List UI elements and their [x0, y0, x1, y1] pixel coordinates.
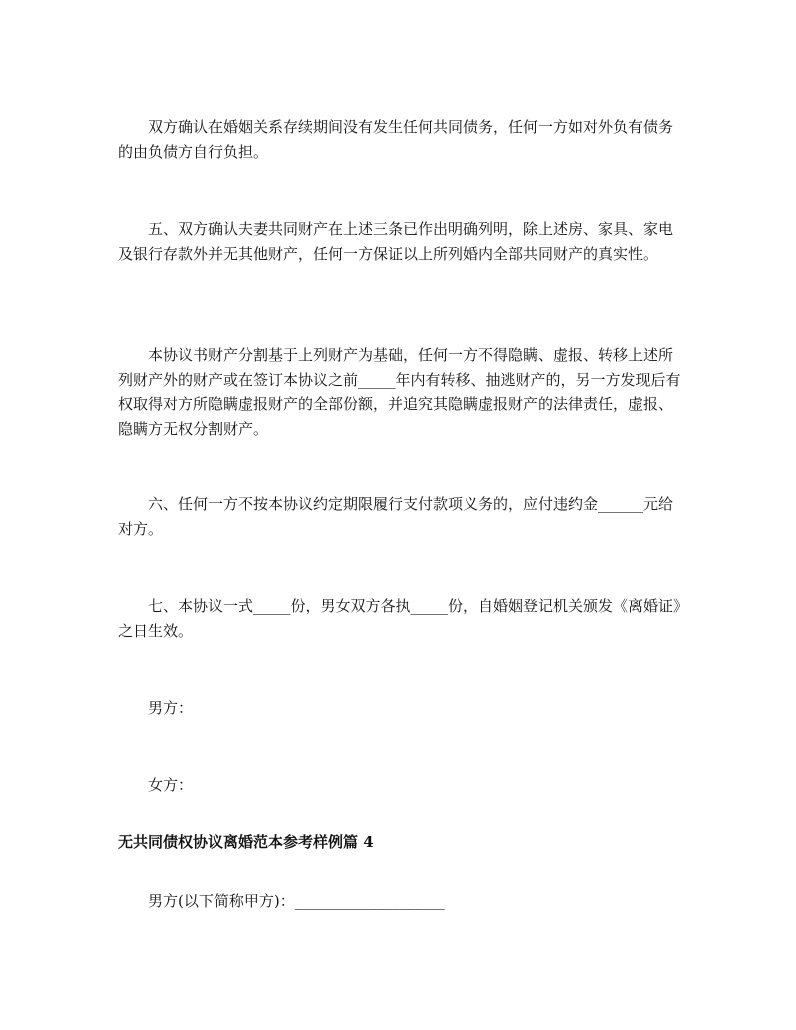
signature-female: 女方： — [148, 776, 194, 794]
paragraph-clause-5: 五、双方确认夫妻共同财产在上述三条已作出明确列明，除上述房、家具、家电及银行存款外并无其他财产，任何一方保证以上所列婚内全部共同财产的真实性。 — [118, 220, 674, 263]
paragraph-joint-debt: 双方确认在婚姻关系存续期间没有发生任何共同债务，任何一方如对外负有债务的由负债方自行负担。 — [118, 118, 674, 161]
party-a-line: 男方(以下简称甲方)：____________________ — [148, 892, 445, 910]
paragraph-clause-7: 七、本协议一式_____份，男女双方各执_____份，自婚姻登记机关颁发《离婚证》之日生效。 — [118, 597, 681, 640]
section-heading: 无共同债权协议离婚范本参考样例篇 4 — [118, 833, 374, 851]
paragraph-clause-6: 六、任何一方不按本协议约定期限履行支付款项义务的，应付违约金______元给对方。 — [118, 495, 674, 538]
signature-male: 男方： — [148, 699, 194, 717]
paragraph-property-division: 本协议书财产分割基于上列财产为基础，任何一方不得隐瞒、虚报、转移上述所列财产外的财产或在签订本协议之前_____年内有转移、抽逃财产的，另一方发现后有权取得对方所隐瞒虚报财产的全部份额，并追究其隐瞒虚报财产的法律责任，虚报、隐瞒方无权分割财产。 — [118, 346, 681, 438]
